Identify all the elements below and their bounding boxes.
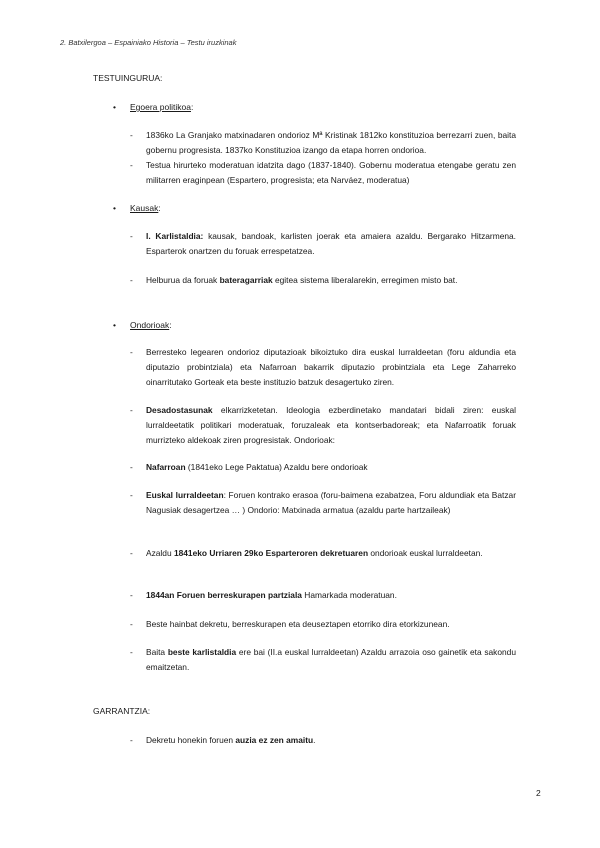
causes-label: Kausak — [130, 203, 159, 213]
politics-item-1-text: 1836ko La Granjako matxinadaren ondorioz Mª Kristinak 1812ko konstituzioa berrezarri zuen, baita gobernu progresista. 1837ko Konstituzioa izango da etapa horren ondorioa. — [146, 130, 516, 155]
consequences-colon: : — [169, 320, 172, 330]
politics-item-2-text: Testua hirurteko moderatuan idatzita dago (1837-1840). Gobernu moderatua etengabe geratu zen militarren eraginpean (Espartero, progresista; eta Narváez, moderatua) — [146, 160, 516, 185]
consequences-item-6-bold: 1844an Foruen berreskurapen partziala — [146, 590, 302, 600]
consequences-item-4-text — [146, 488, 516, 518]
consequences-label: Ondorioak — [130, 320, 170, 330]
importance-item-text — [146, 733, 516, 748]
consequences-item-8-text — [146, 645, 516, 675]
consequences-item-3-text — [146, 460, 516, 475]
causes-item-2-post: egitea sistema liberalarekin, erregimen misto bat. — [272, 275, 458, 285]
consequences-item-6 — [130, 588, 516, 603]
dash: - — [130, 275, 133, 285]
consequences-item-5-post: ondorioak euskal lurraldeetan. — [368, 548, 483, 558]
consequences-item-2-bold: Desadostasunak — [146, 405, 213, 415]
consequences-item-7-text: Beste hainbat dekretu, berreskurapen eta deuseztapen etorriko dira etorkizunean. — [146, 619, 450, 629]
consequences-item-5-text — [146, 546, 516, 561]
causes-item-2-text — [146, 273, 516, 288]
bullet-dot: • — [113, 203, 116, 213]
dash: - — [130, 231, 133, 241]
dash: - — [130, 490, 133, 500]
importance-item-bold: auzia ez zen amaitu — [235, 735, 314, 745]
consequences-item-1 — [130, 345, 516, 390]
consequences-item-7 — [130, 617, 516, 632]
causes-item-2 — [130, 273, 516, 288]
bullet-politics — [113, 102, 193, 112]
consequences-item-6-text — [146, 588, 516, 603]
importance-item — [130, 733, 516, 748]
causes-item-1-rest: kausak, bandoak, karlisten joerak eta amaiera azaldu. Bergarako Hitzarmena. Esparterok onartzen du foruak errespetatzea. — [146, 231, 516, 256]
dash: - — [130, 647, 133, 657]
consequences-item-8-pre: Baita — [146, 647, 168, 657]
causes-item-2-pre: Helburua da foruak — [146, 275, 220, 285]
consequences-item-8 — [130, 645, 516, 675]
bullet-dot: • — [113, 320, 116, 330]
politics-item-1 — [130, 128, 516, 158]
politics-colon: : — [190, 102, 194, 112]
consequences-item-4 — [130, 488, 516, 518]
causes-item-1-bold: I. Karlistaldia: — [146, 231, 204, 241]
consequences-item-2-rest: elkarrizketetan. Ideologia ezberdinetako mandatari bidali ziren: euskal lurraldeetatik politikari moderatuak, foruzaleak eta kontserbadoreak; eta Nafarroatik foruak murrizteko aldekoak ziren progresistak. Ondorioak: — [146, 405, 516, 445]
causes-item-1-text — [146, 229, 516, 259]
consequences-item-8-post: ere bai (II.a euskal lurraldeetan) Azaldu arrazoia oso gainetik eta sakondu emaitzetan. — [146, 647, 516, 672]
consequences-item-5-pre: Azaldu — [146, 548, 174, 558]
dash: - — [130, 347, 133, 357]
importance-item-pre: Dekretu honekin foruen — [146, 735, 236, 745]
dash: - — [130, 619, 133, 629]
dash: - — [130, 130, 133, 140]
dash: - — [130, 405, 133, 415]
politics-label: Egoera politikoa — [130, 102, 191, 112]
running-header: 2. Batxilergoa – Espainiako Historia – Testu iruzkinak — [60, 38, 237, 47]
causes-item-1 — [130, 229, 516, 259]
bullet-causes — [113, 203, 161, 213]
consequences-item-2-text — [146, 403, 516, 448]
causes-item-2-bold: bateragarriak — [219, 275, 273, 285]
consequences-item-4-rest: : Foruen kontrako erasoa (foru-baimena ezabatzea, Foru aldundiak eta Batzar Nagusiak desagertzea … ) Ondorio: Matxinada armatua (azaldu parte hartzaileak) — [146, 490, 516, 515]
consequences-item-5 — [130, 546, 516, 561]
bullet-dot: • — [113, 102, 116, 112]
consequences-item-4-bold: Euskal lurraldeetan — [146, 490, 224, 500]
importance-item-post: . — [313, 735, 316, 745]
causes-colon: : — [158, 203, 161, 213]
consequences-item-5-bold: 1841eko Urriaren 29ko Esparteroren dekretuaren — [173, 548, 369, 558]
politics-item-2 — [130, 158, 516, 188]
dash: - — [130, 590, 133, 600]
consequences-item-1-text: Berresteko legearen ondorioz diputazioak bikoiztuko dira euskal lurraldeetan (foru aldundia eta diputazio probintziala) eta Nafarroan bakarrik diputazio probintziala eta Lege Zaharreko oinarritutako Gorteak eta beste instituzio batzuk desagertuko ziren. — [146, 347, 516, 387]
consequences-item-2 — [130, 403, 516, 448]
dash: - — [130, 548, 133, 558]
page-number: 2 — [536, 788, 541, 798]
dash: - — [130, 462, 133, 472]
bullet-consequences — [113, 320, 172, 330]
consequences-item-8-bold: beste karlistaldia — [167, 647, 237, 657]
consequences-item-3 — [130, 460, 516, 475]
context-heading: TESTUINGURUA: — [93, 73, 163, 83]
importance-heading: GARRANTZIA: — [93, 706, 151, 716]
dash: - — [130, 735, 133, 745]
consequences-item-3-rest: (1841eko Lege Paktatua) Azaldu bere ondorioak — [185, 462, 368, 472]
consequences-item-3-bold: Nafarroan — [146, 462, 186, 472]
dash: - — [130, 160, 133, 170]
consequences-item-6-rest: Hamarkada moderatuan. — [301, 590, 397, 600]
